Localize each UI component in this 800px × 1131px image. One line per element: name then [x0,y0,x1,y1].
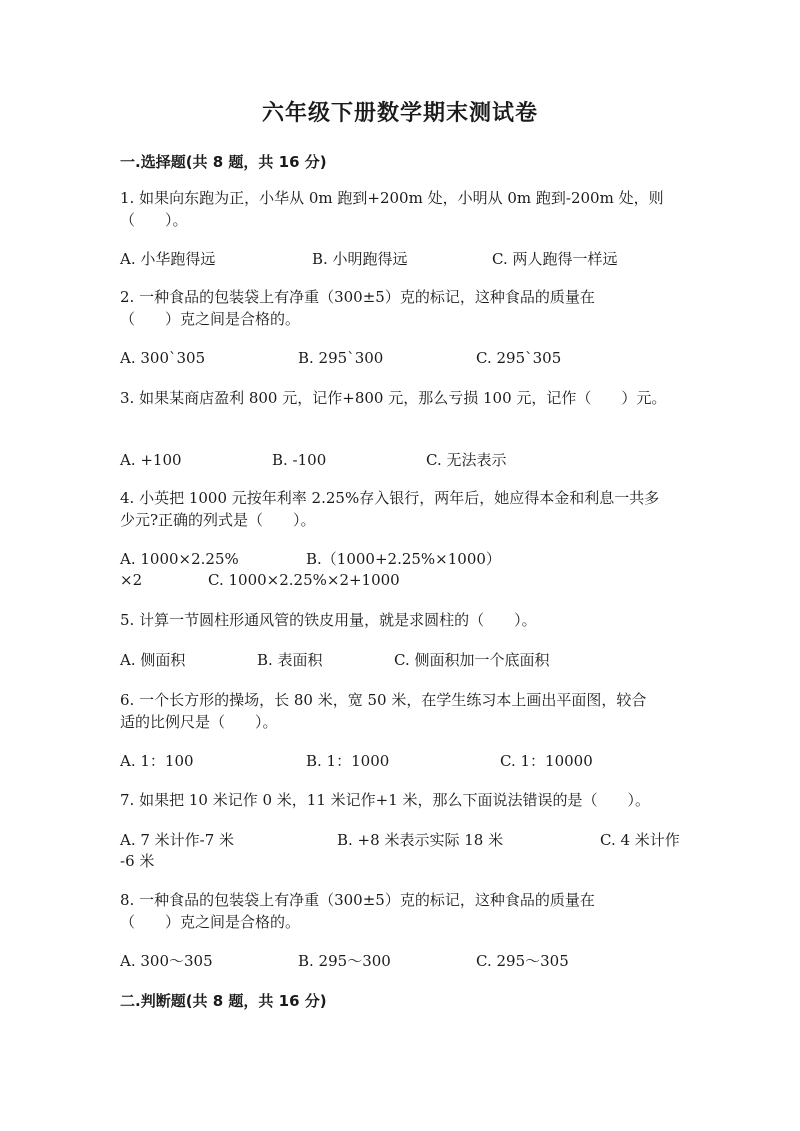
question-text: 适的比例尺是（ ）。 [120,713,278,731]
question-text: 7. 如果把 10 米记作 0 米，11 米记作+1 米，那么下面说法错误的是（ ）。 [120,791,651,809]
question-1 [120,187,680,231]
option-b: B. -100 [272,451,327,469]
option-c-continued: -6 米 [120,852,155,870]
question-6 [120,689,680,733]
option-c: C. 侧面积加一个底面积 [394,651,550,669]
option-a: A. 小华跑得远 [120,250,216,268]
option-c: C. 无法表示 [426,451,507,469]
option-a: A. 300`305 [120,349,206,367]
option-a: A. +100 [120,451,182,469]
option-b: B. 295～300 [298,952,391,970]
option-b: B. 小明跑得远 [312,250,408,268]
option-c: C. 295`305 [476,349,562,367]
question-text: 2. 一种食品的包装袋上有净重（300±5）克的标记，这种食品的质量在 [120,288,595,306]
option-b: B. +8 米表示实际 18 米 [337,831,504,849]
option-a: A. 1：100 [120,752,194,770]
question-text: 6. 一个长方形的操场，长 80 米，宽 50 米，在学生练习本上画出平面图，较合 [120,691,647,709]
option-b: B.（1000+2.25%×1000） [306,550,501,568]
option-a: A. 侧面积 [120,651,186,669]
option-b: B. 表面积 [257,651,323,669]
option-c: C. 1000×2.25%×2+1000 [208,571,400,589]
option-c: C. 1：10000 [500,752,593,770]
question-text: （ ）。 [120,211,188,229]
option-b-continued: ×2 [120,571,143,589]
question-5 [120,609,680,631]
question-2 [120,286,680,330]
question-text: 3. 如果某商店盈利 800 元，记作+800 元，那么亏损 100 元，记作（ ）元。 [120,389,667,407]
question-text: 5. 计算一节圆柱形通风管的铁皮用量，就是求圆柱的（ ）。 [120,611,537,629]
question-text: 4. 小英把 1000 元按年利率 2.25%存入银行，两年后，她应得本金和利息一共多 [120,489,660,507]
question-text: （ ）克之间是合格的。 [120,913,301,931]
question-8 [120,889,680,933]
option-c: C. 4 米计作 [600,831,680,849]
question-7 [120,789,680,811]
option-a: A. 7 米计作-7 米 [120,831,235,849]
question-4 [120,487,680,531]
question-text: （ ）克之间是合格的。 [120,310,301,328]
option-c: C. 两人跑得一样远 [492,250,618,268]
option-a: A. 300～305 [120,952,213,970]
option-b: B. 295`300 [298,349,384,367]
option-c: C. 295～305 [476,952,569,970]
option-a: A. 1000×2.25% [120,550,239,568]
section-heading-judgment: 二.判断题(共 8 题，共 16 分) [120,992,327,1010]
question-text: 少元?正确的列式是（ ）。 [120,511,316,529]
question-text: 8. 一种食品的包装袋上有净重（300±5）克的标记，这种食品的质量在 [120,891,595,909]
section-heading-choice: 一.选择题(共 8 题，共 16 分) [120,153,327,171]
option-b: B. 1：1000 [306,752,390,770]
question-3 [120,387,680,409]
question-text: 1. 如果向东跑为正，小华从 0m 跑到+200m 处，小明从 0m 跑到-200m 处，则 [120,189,664,207]
page-title: 六年级下册数学期末测试卷 [261,101,538,126]
